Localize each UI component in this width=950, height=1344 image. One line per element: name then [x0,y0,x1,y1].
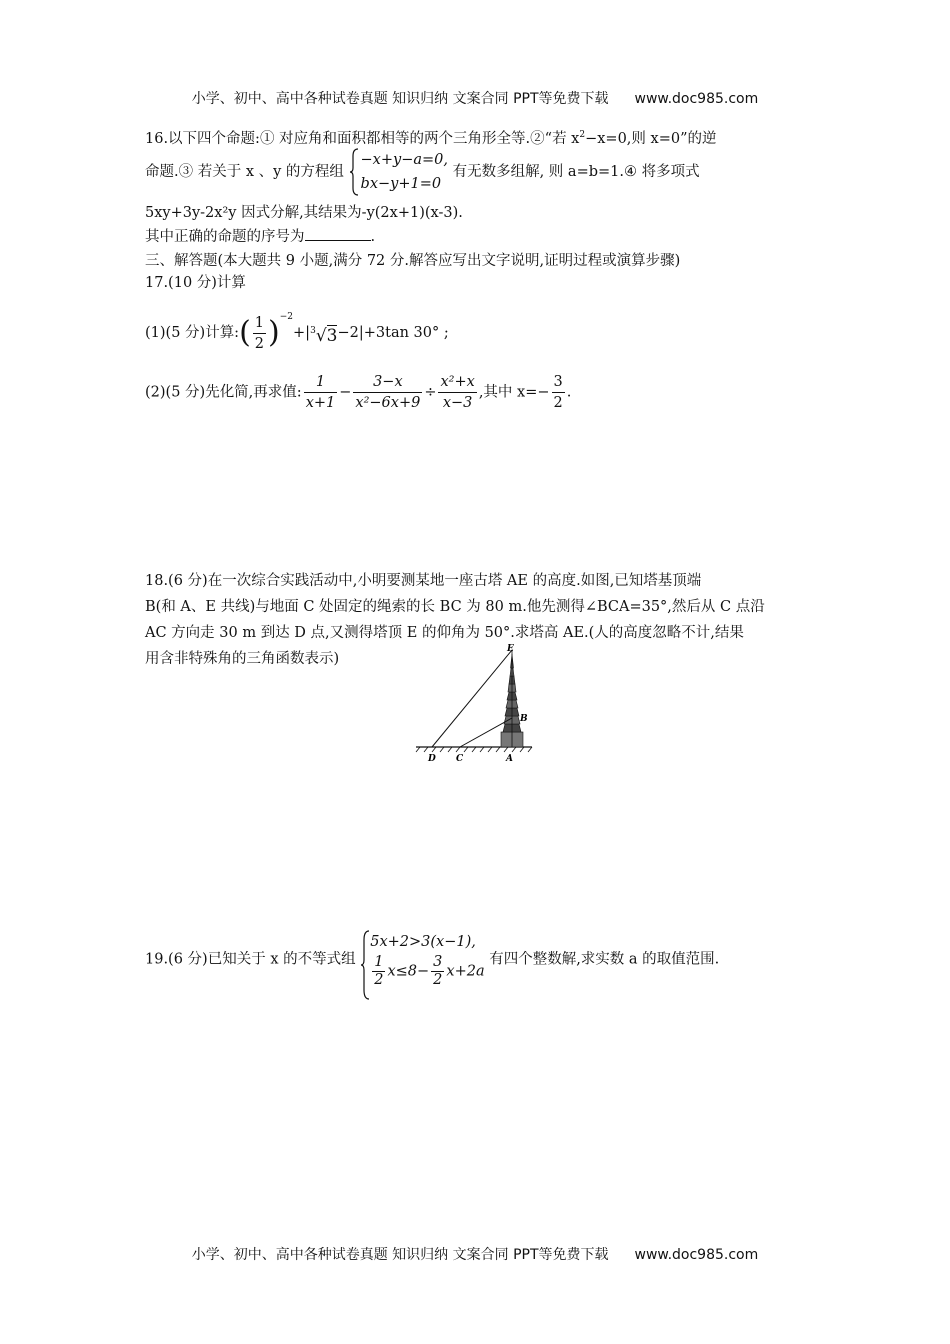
inequality-1: 5x+2>3(x−1), [370,934,476,950]
q18-line4: 用含非特殊角的三角函数表示) [145,651,340,667]
q17-part1-rest: −2|+3tan 30° ; [337,325,449,341]
q18-line1: 18.(6 分)在一次综合实践活动中,小明要测某地一座古塔 AE 的高度.如图,已知塔基顶端 [145,573,702,589]
label-A: A [506,754,513,764]
f2-num: 3−x [353,372,422,393]
x-fraction [552,372,565,413]
equation-system [349,148,448,196]
q16-line1 [145,124,717,150]
label-D: D [428,754,436,764]
label-B: B [520,714,528,724]
root-value: 3 [326,325,338,346]
q16-line4 [145,226,375,248]
line-DE [432,650,512,747]
x-num: 3 [552,372,565,393]
q16-end: . [370,229,376,245]
frac-num: 1 [253,313,266,334]
pagoda-figure [410,640,540,770]
footer-text: 小学、初中、高中各种试卷真题 知识归纳 文案合同 PPT等免费下载 [191,1247,609,1263]
q18-line2: B(和 A、E 共线)与地面 C 处固定的绳索的长 BC 为 80 m.他先测得∠BCA=35°,然后从 C 点沿 [145,599,765,615]
exponent: −2 [279,312,294,322]
fraction-2 [353,372,422,413]
tf-den: 2 [433,972,443,988]
header-text: 小学、初中、高中各种试卷真题 知识归纳 文案合同 PPT等免费下载 [191,91,609,107]
q17-part1: (1)(5 分)计算:( $\frac{1}{2}$ )$^{-2}+|^3√3-2|+3\tan$ 30° ; [145,312,449,352]
equation-2: bx−y+1=0 [360,176,442,192]
inequality-2 [370,954,484,989]
footer-site[interactable]: www.doc985.com [634,1247,759,1263]
q19-pre: 19.(6 分)已知关于 x 的不等式组 [145,951,356,968]
page-footer [0,1244,950,1264]
q19 [145,930,719,989]
cube-root: $^3$√3 [310,325,338,346]
q16-line2 [145,148,700,196]
q18-line3: AC 方向走 30 m 到达 D 点,又测得塔顶 E 的仰角为 50°.求塔高 AE.(人的高度忽略不计,结果 [145,625,744,641]
q17-end: . [566,384,572,401]
f3-den: x−3 [442,395,473,411]
half-den: 2 [374,972,384,988]
equation-1: −x+y−a=0, [360,152,448,168]
frac-den: 2 [254,335,265,352]
half-fraction [253,313,266,354]
q17-part2: (2)(5 分)先化简,再求值: $\frac{1}{x+1}$ − $\frac{3-x}{\text{x²−6x+9}}$ ÷ $\frac{\text{x²+x}}{x-3}$ ,其中 x=− $\frac{3}{2}$ . [145,374,572,411]
q16-text-d: 有无数多组解, 则 a=b=1.④ 将多项式 [452,164,700,180]
inequality-system [360,930,484,989]
q16-sup: 2 [579,130,586,140]
label-C: C [456,754,464,764]
left-brace-icon [349,148,359,196]
x-den: 2 [553,395,563,411]
q19-post: 有四个整数解,求实数 a 的取值范围. [489,951,720,968]
q17-plus: +| [293,325,311,341]
f1-num: 1 [304,372,338,393]
f3-num: x²+x [438,372,476,393]
q16-prompt: 其中正确的命题的序号为 [145,229,305,245]
q16-text-c: 命题.③ 若关于 x 、y 的方程组 [145,164,344,180]
page-header [0,88,950,108]
half-num: 1 [374,954,384,970]
ineq2-a: x≤8− [387,963,430,980]
tf-num: 3 [433,954,443,970]
label-E: E [507,644,514,654]
fraction-1 [304,372,338,413]
three-halves-frac [431,954,444,989]
f1-den: x+1 [305,395,336,411]
ground-hatch [416,747,532,752]
f2-den: x²−6x+9 [355,395,421,411]
q16-text-b: −x=0,则 x=0”的逆 [585,130,717,147]
fraction-3 [438,372,476,413]
q17-part2-label: (2)(5 分)先化简,再求值: [145,384,302,401]
answer-blank[interactable] [305,226,371,241]
half-frac [372,954,385,989]
q17-where: ,其中 x=− [478,384,550,401]
q17-title: 17.(10 分)计算 [145,275,246,291]
left-brace-icon [360,930,370,1000]
header-site[interactable]: www.doc985.com [634,91,759,107]
q16-line3: 5xy+3y-2x²y 因式分解,其结果为-y(2x+1)(x-3). [145,205,463,221]
ineq2-b: x+2a [446,963,485,980]
q16-text-a: 16.以下四个命题:① 对应角和面积都相等的两个三角形全等.②“若 x [145,130,580,147]
section-heading: 三、解答题(本大题共 9 小题,满分 72 分.解答应写出文字说明,证明过程或演算步骤) [145,253,681,269]
q17-part1-label: (1)(5 分)计算: [145,325,240,341]
